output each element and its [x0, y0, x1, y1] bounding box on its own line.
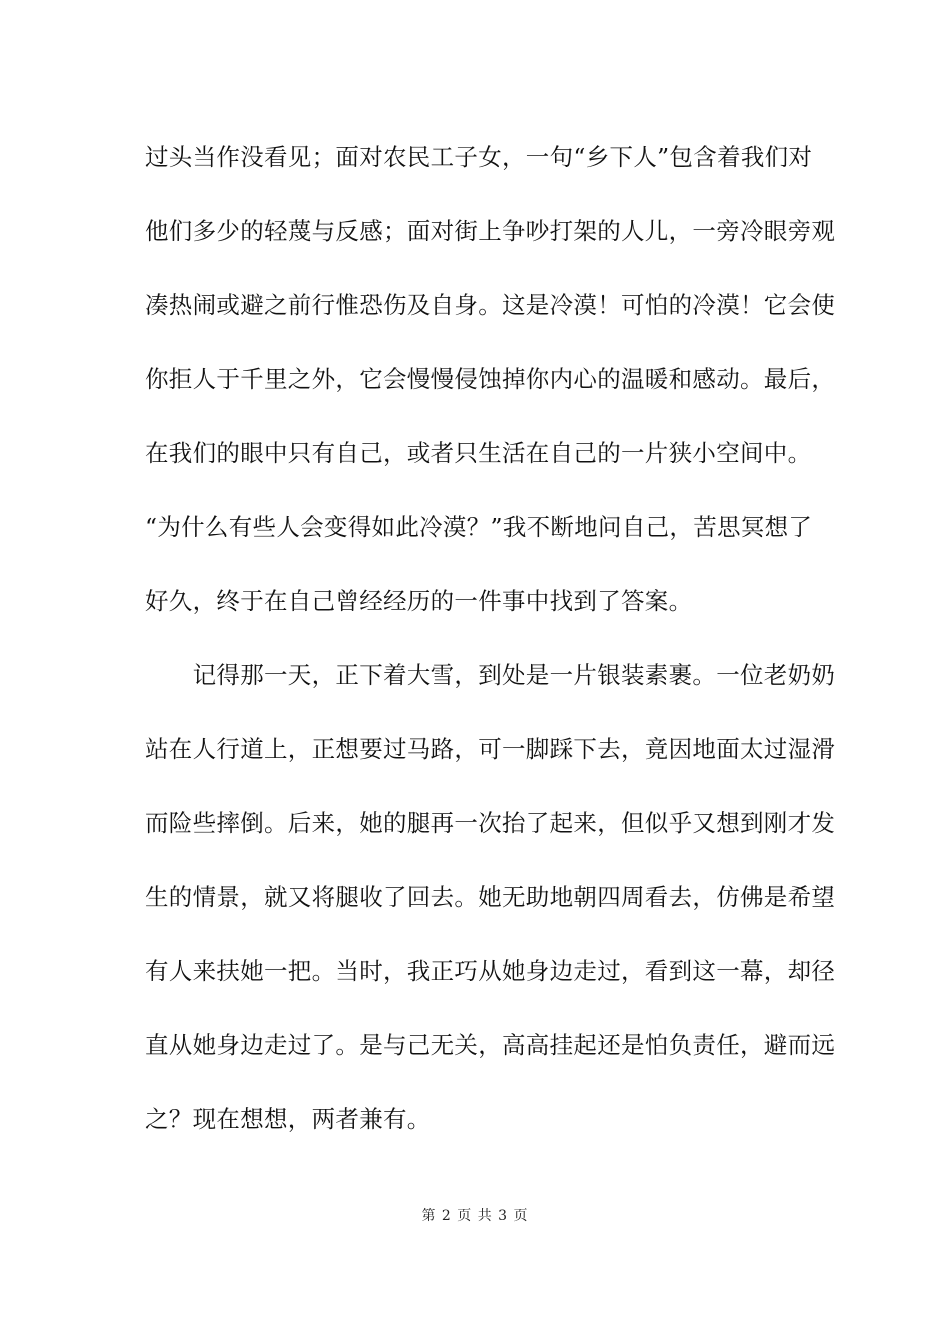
text-line: 你拒人于千里之外，它会慢慢侵蚀掉你内心的温暖和感动。最后，: [145, 365, 836, 393]
text-line: 在我们的眼中只有自己，或者只生活在自己的一片狭小空间中。: [145, 439, 812, 467]
page-number-footer: [0, 1205, 950, 1225]
text-line: 生的情景，就又将腿收了回去。她无助地朝四周看去，仿佛是希望: [145, 883, 836, 911]
text-line: 他们多少的轻蔑与反感；面对街上争吵打架的人儿，一旁冷眼旁观: [145, 217, 836, 245]
text-line: 记得那一天，正下着大雪，到处是一片银装素裹。一位老奶奶: [145, 661, 836, 689]
text-line: 有人来扶她一把。当时，我正巧从她身边走过，看到这一幕，却径: [145, 957, 836, 985]
text-line: 好久，终于在自己曾经经历的一件事中找到了答案。: [145, 587, 693, 615]
text-line: 过头当作没看见；面对农民工子女，一句“乡下人”包含着我们对: [145, 143, 813, 171]
text-line: “为什么有些人会变得如此冷漠？”我不断地问自己，苦思冥想了: [145, 513, 813, 541]
page-number-label: 第 2 页 共 3 页: [421, 1208, 529, 1224]
text-line: 之？现在想想，两者兼有。: [145, 1105, 431, 1133]
text-line: 凑热闹或避之前行惟恐伤及自身。这是冷漠！可怕的冷漠！它会使: [145, 291, 836, 319]
body-text: [145, 130, 836, 1166]
text-line: 直从她身边走过了。是与己无关，高高挂起还是怕负责任，避而远: [145, 1031, 836, 1059]
text-line: 站在人行道上，正想要过马路，可一脚踩下去，竟因地面太过湿滑: [145, 735, 836, 763]
text-line: 而险些摔倒。后来，她的腿再一次抬了起来，但似乎又想到刚才发: [145, 809, 836, 837]
